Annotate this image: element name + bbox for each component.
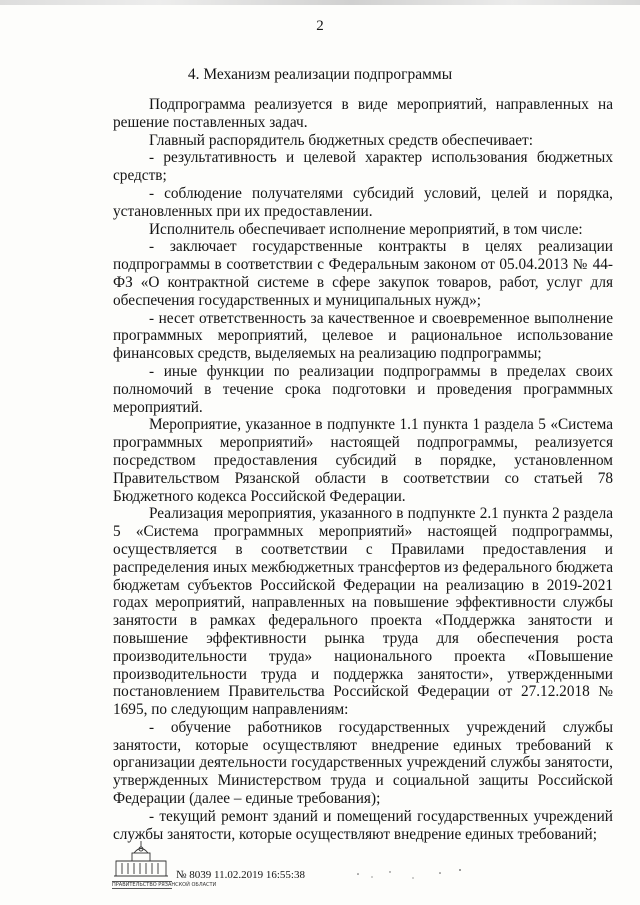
paragraph: Реализация мероприятия, указанного в подпункте 2.1 пункта 2 раздела 5 «Система программных мероприятий» настоящей подпрограммы, осуществляется в соответствии с Правилами предоставления и распределения иных межбюджетных трансфертов из федерального бюджета бюджетам субъектов Российской Федерации на реализацию в 2019-2021 годах мероприятий, направленных на повышение эффективности службы занятости в рамках федерального проекта «Поддержка занятости и повышение эффективности рынка труда для обеспечения роста производительности труда» национального проекта «Повышение производительности труда и поддержка занятости», утвержденными постановлением Правительства Российской Федерации от 27.12.2018 № 1695, по следующим направлениям: [113, 505, 613, 719]
paragraph: - соблюдение получателями субсидий условий, целей и порядка, установленных при их предоставлении. [113, 184, 613, 220]
paragraph: - иные функции по реализации подпрограммы в пределах своих полномочий в течение срока подготовки и проведения программных мероприятий. [113, 362, 613, 416]
page-number: 2 [316, 18, 324, 34]
document-registration-stamp: № 8039 11.02.2019 16:55:38 [176, 869, 305, 881]
scan-top-edge [0, 0, 640, 5]
paragraph: - результативность и целевой характер использования бюджетных средств; [113, 149, 613, 185]
paragraph: - обучение работников государственных учреждений службы занятости, которые осуществляют внедрение единых требований к организации деятельности государственных учреждений службы занятости, утвержденных Министерством труда и социальной защиты Российской Федерации (далее – единые требования); [113, 718, 613, 808]
paragraph: Исполнитель обеспечивает исполнение мероприятий, в том числе: [149, 220, 583, 238]
paragraph: - текущий ремонт зданий и помещений государственных учреждений службы занятости, которые осуществляют внедрение единых требований; [113, 807, 613, 843]
paragraph: - заключает государственные контракты в целях реализации подпрограммы в соответствии с Федеральным законом от 05.04.2013 № 44-ФЗ «О контрактной системе в сфере закупок товаров, работ, услуг для обеспечения государственных и муниципальных нужд»; [113, 238, 613, 309]
building-stamp-icon [112, 839, 170, 879]
scan-specks [350, 865, 470, 885]
paragraph: Мероприятие, указанное в подпункте 1.1 пункта 1 раздела 5 «Система программных мероприятий» настоящей подпрограммы, реализуется посредством предоставления субсидий в порядке, установленном Правительством Рязанской области в соответствии со статьей 78 Бюджетного кодекса Российской Федерации. [113, 416, 613, 505]
paragraph: Главный распорядитель бюджетных средств обеспечивает: [149, 131, 533, 149]
paragraph: - несет ответственность за качественное и своевременное выполнение программных мероприятий, целевое и рациональное использование финансовых средств, выделяемых на реализацию подпрограммы; [113, 309, 613, 363]
section-title: 4. Механизм реализации подпрограммы [187, 66, 453, 83]
document-body [113, 96, 613, 843]
stamp-caption: ПРАВИТЕЛЬСТВО РЯЗАНСКОЙ ОБЛАСТИ [112, 882, 217, 888]
paragraph: Подпрограмма реализуется в виде мероприятий, направленных на решение поставленных задач. [113, 96, 613, 131]
